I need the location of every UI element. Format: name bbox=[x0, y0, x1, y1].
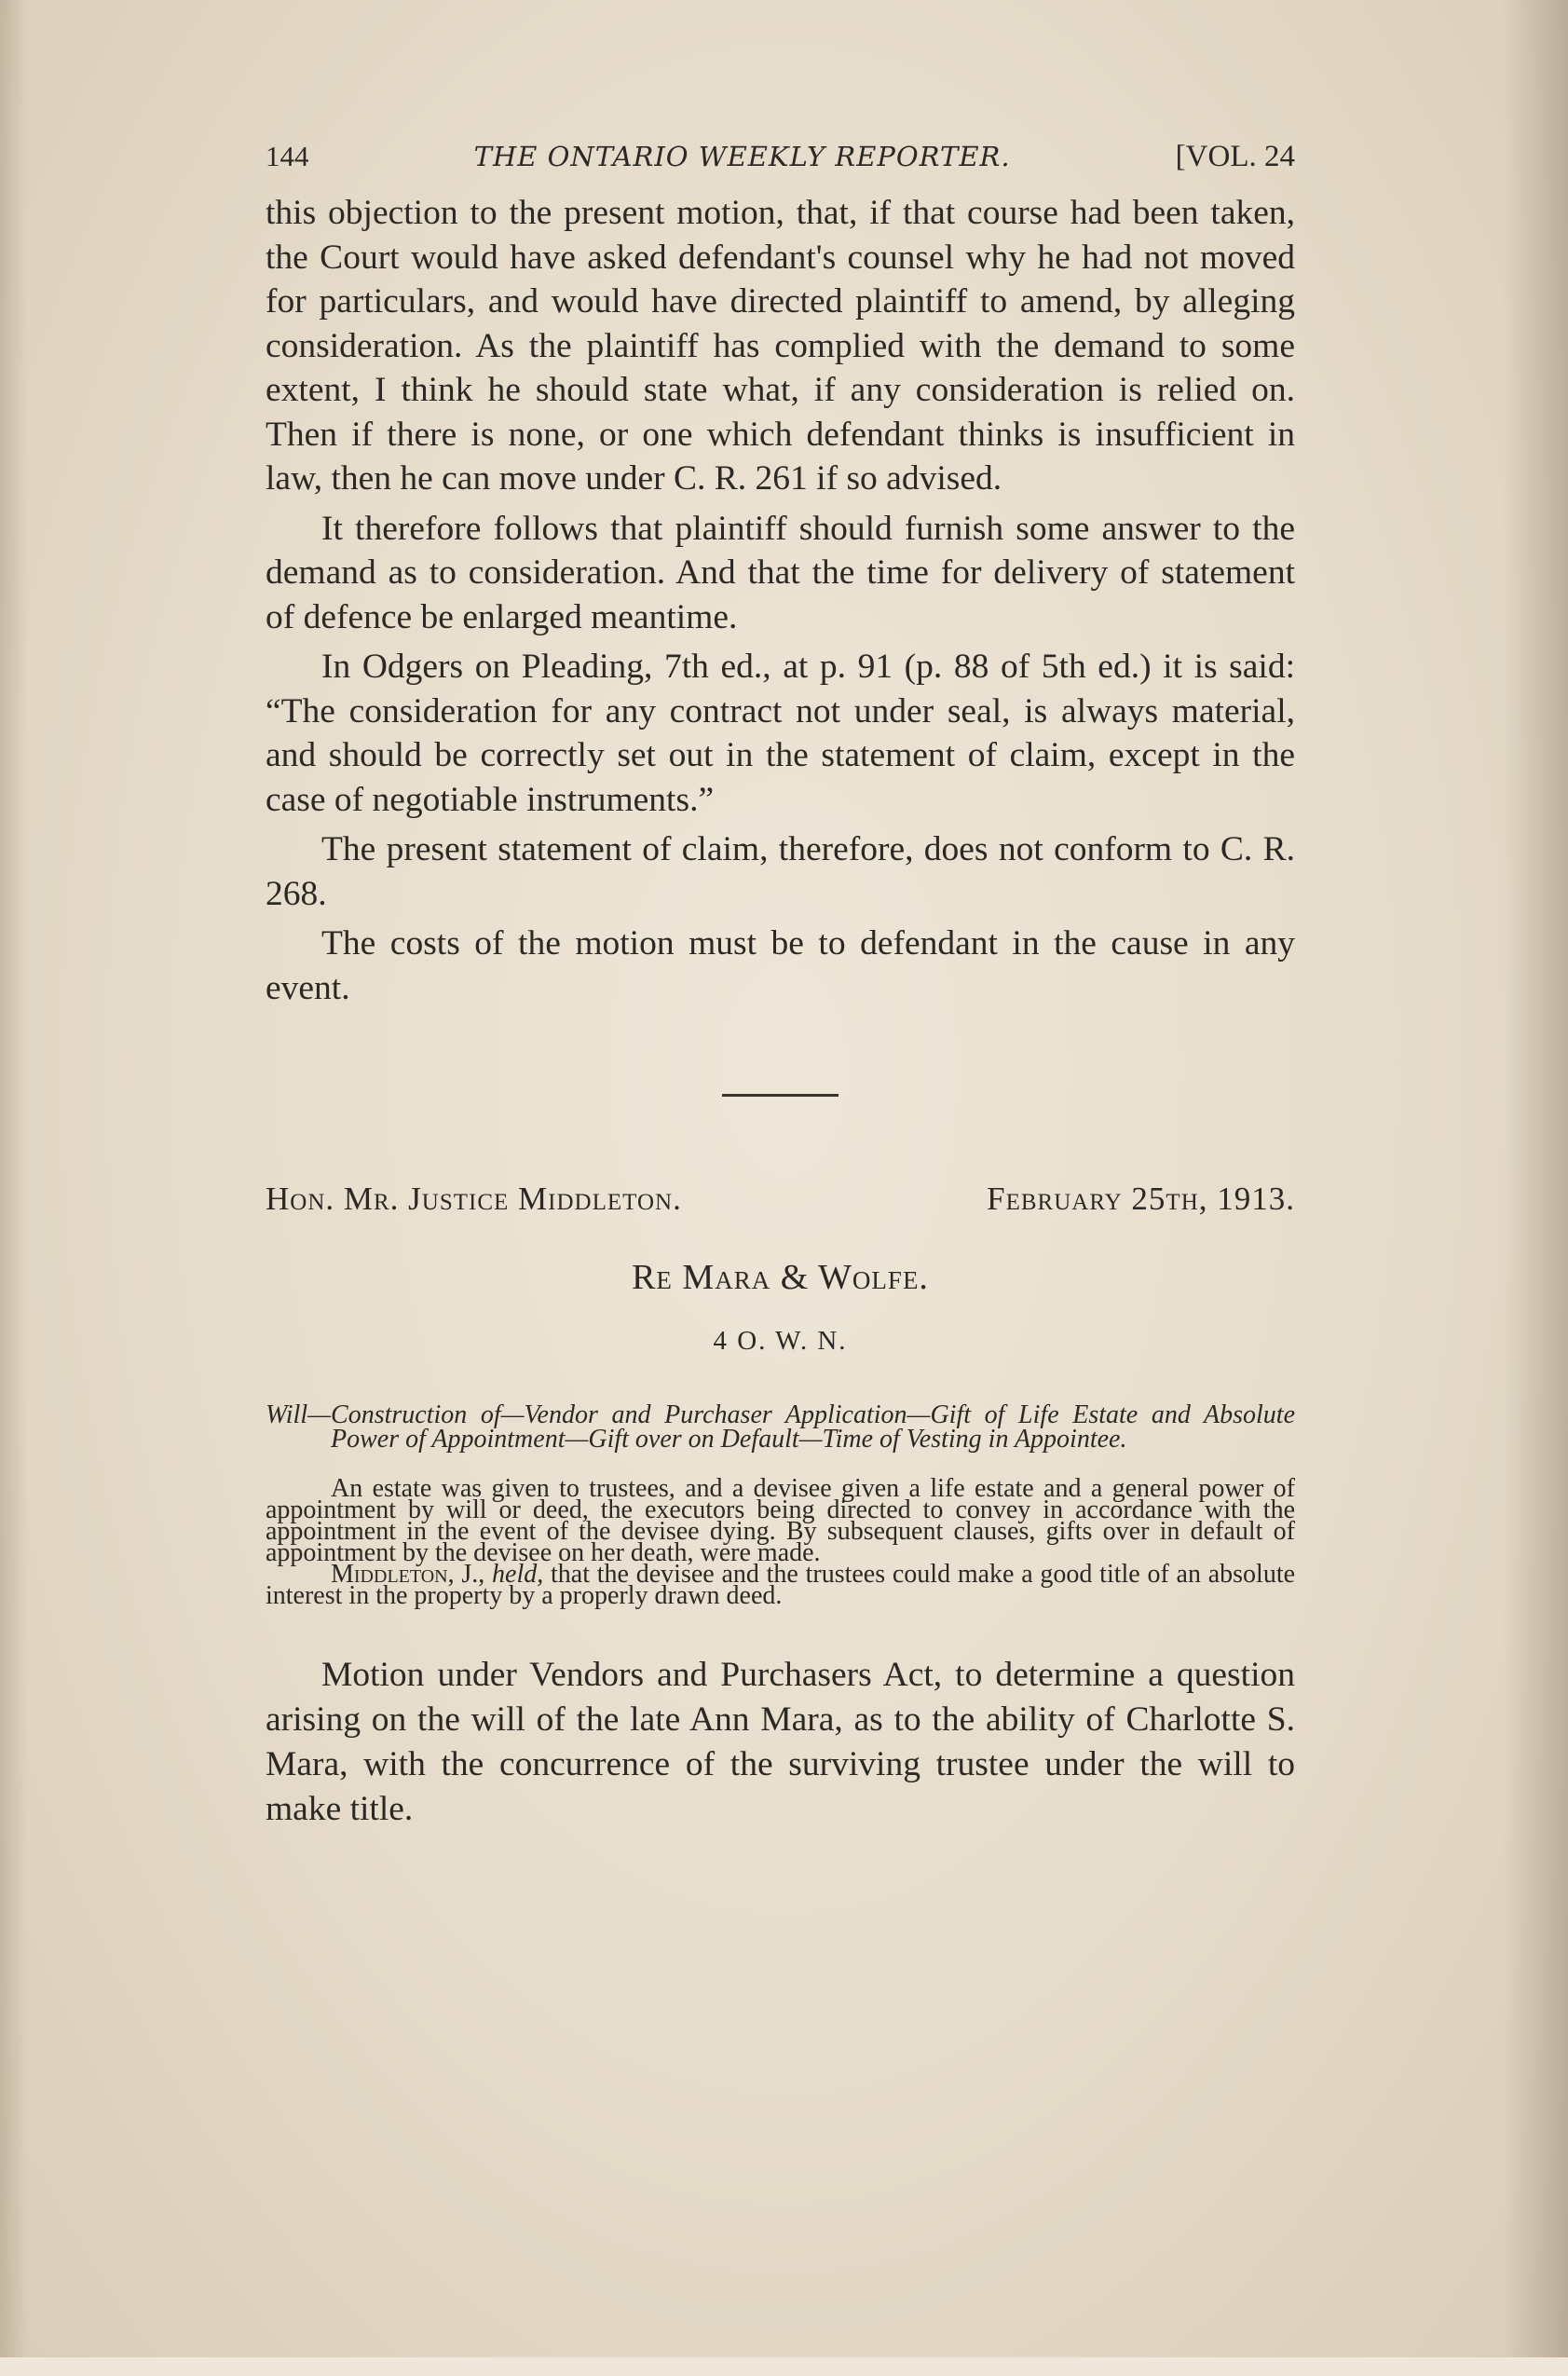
binding-shadow bbox=[0, 0, 28, 2376]
case-title: Re Mara & Wolfe. bbox=[632, 1258, 929, 1297]
holding-judge: Middleton, J., bbox=[331, 1560, 485, 1589]
holding-word: held, bbox=[492, 1560, 544, 1589]
paragraph: It therefore follows that plaintiff should furnish some answer to the demand as to consideration. And that the time for delivery of statement of defence be enlarged meantime. bbox=[266, 509, 1295, 636]
section-divider bbox=[722, 1094, 839, 1097]
holding-text: that the devisee and the trustees could make a good title of an absolute interest in the property by a properly drawn deed. bbox=[266, 1560, 1296, 1610]
motion-text bbox=[266, 1653, 1295, 1832]
summary-paragraph: An estate was given to trustees, and a devisee given a life estate and a general power of appointment by will or deed, the executors being directed to convey in accordance with the appointment in the event of the devisee dying. By subsequent clauses, gifts over in default of appointment by the devisee on her death, were made. bbox=[266, 1474, 1295, 1567]
bottom-edge bbox=[0, 2357, 1568, 2376]
case-byline bbox=[266, 1181, 1295, 1218]
volume-label: [VOL. 24 bbox=[1175, 140, 1295, 173]
paragraph: The present statement of claim, therefore, does not conform to C. R. 268. bbox=[266, 830, 1295, 913]
paragraph: In Odgers on Pleading, 7th ed., at p. 91 (p. 88 of 5th ed.) it is said: “The consideration for any contract not under seal, is always material, and should be correctly set out in the statement of claim, except in the case of negotiable instruments.” bbox=[266, 648, 1295, 819]
journal-title: THE ONTARIO WEEKLY REPORTER. bbox=[473, 141, 1011, 172]
page-edge-shadow bbox=[1503, 0, 1568, 2376]
running-head bbox=[266, 140, 1295, 174]
paragraph: Motion under Vendors and Purchasers Act, to determine a question arising on the will of the late Ann Mara, as to the ability of Charlotte S. Mara, with the concurrence of the surviving trustee under the will to make title. bbox=[266, 1656, 1295, 1828]
summary-holding bbox=[266, 1560, 1296, 1610]
page-content bbox=[266, 140, 1295, 1832]
paragraph: this objection to the present motion, that, if that course had been taken, the Court would have asked defendant's counsel why he had not moved for particulars, and would have directed plaintiff to amend, by alleging consideration. As the plaintiff has complied with the demand to some extent, I think he should state what, if any consideration is relied on. Then if there is none, or one which defendant thinks is insufficient in law, then he can move under C. R. 261 if so advised. bbox=[266, 194, 1295, 498]
judge-name: Hon. Mr. Justice Middleton. bbox=[266, 1181, 682, 1217]
decision-date: February 25th, 1913. bbox=[987, 1181, 1295, 1217]
page-number: 144 bbox=[266, 140, 309, 172]
paragraph: The costs of the motion must be to defendant in the cause in any event. bbox=[266, 924, 1295, 1007]
case-summary bbox=[266, 1474, 1296, 1610]
case-citation: 4 O. W. N. bbox=[713, 1326, 848, 1356]
judgment-text bbox=[266, 191, 1295, 1010]
headnote-keywords: Will—Construction of—Vendor and Purchaser Application—Gift of Life Estate and Absolute Power of Appointment—Gift over on Default—Time of Vesting in Appointee. bbox=[266, 1400, 1295, 1454]
